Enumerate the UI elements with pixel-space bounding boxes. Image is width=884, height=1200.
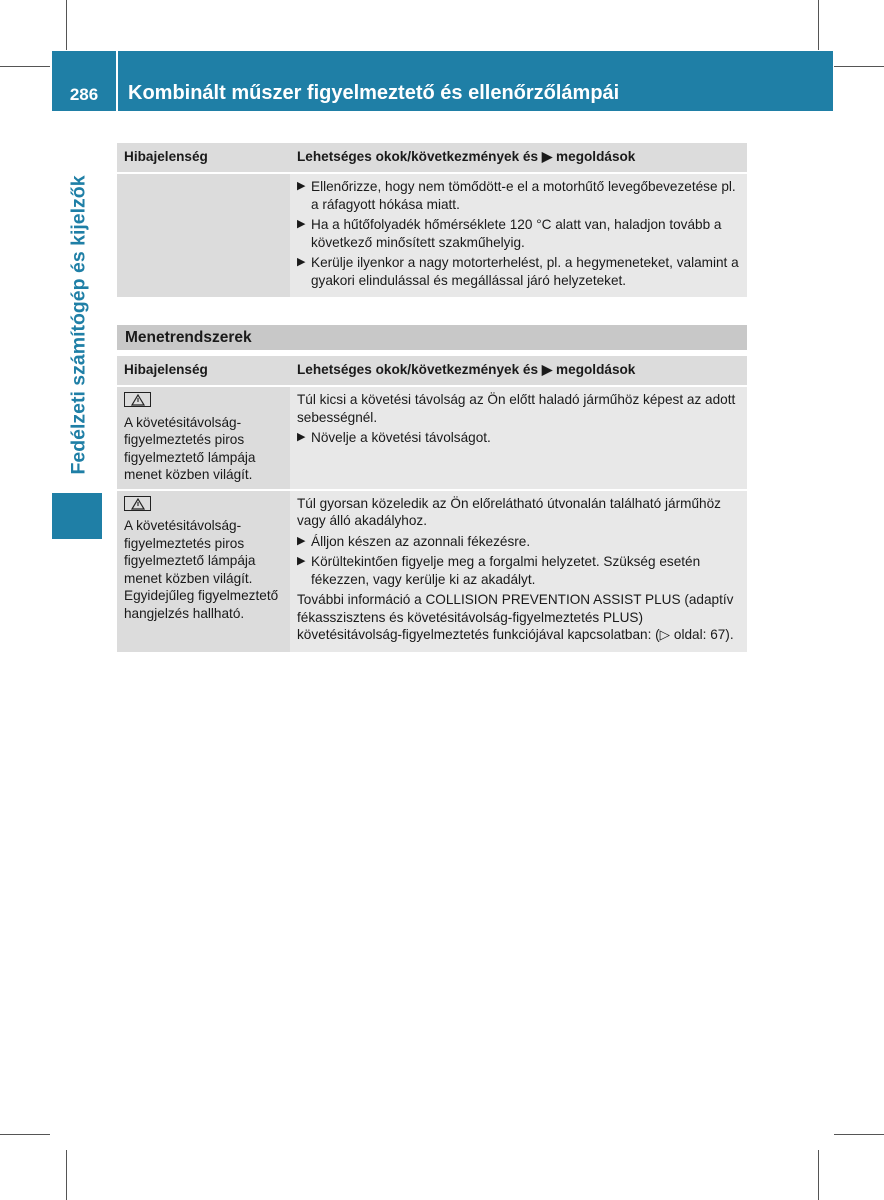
list-item: ▶ Ha a hűtőfolyadék hőmérséklete 120 °C alatt van, haladjon tovább a következő minősített szakműhelyig. [297, 217, 722, 250]
symptom-cell [117, 491, 290, 652]
crop-mark [0, 66, 50, 67]
side-tab-marker [52, 493, 102, 539]
symptom-cell [117, 174, 290, 297]
column-header-symptom: Hibajelenség [117, 143, 290, 173]
column-header-solutions: Lehetséges okok/következmények és ▶ megoldások [290, 356, 747, 386]
crop-mark [818, 0, 819, 50]
page-number: 286 [69, 85, 99, 104]
table-row [117, 387, 747, 490]
side-tab-label: Fedélzeti számítógép és kijelzők [67, 175, 90, 475]
column-header-solutions: Lehetséges okok/következmények és ▶ megoldások [290, 143, 747, 173]
solution-cell [290, 387, 747, 490]
note-text: További információ a COLLISION PREVENTION ASSIST PLUS (adaptív fékasszisztens és követésitávolság-figyelmeztetés PLUS) követésitávolság-figyelmeztetés funkciójával kapcsolatban: (▷ oldal: 67). [297, 592, 734, 642]
symptom-text: A követésitávolság-figyelmeztetés piros figyelmeztető lámpája menet közben világít. [124, 414, 256, 482]
page-title: Kombinált műszer figyelmeztető és ellenőrzőlámpái [128, 82, 620, 104]
cause-text: Túl gyorsan közeledik az Ön előrelátható útvonalán található járműhöz vagy álló akadályhoz. [297, 495, 721, 528]
list-item: ▶ Körültekintően figyelje meg a forgalmi helyzetet. Szükség esetén fékezzen, vagy kerülje ki az akadályt. [297, 554, 701, 587]
table-row [117, 491, 747, 652]
section-title: Menetrendszerek [117, 325, 747, 350]
arrow-bullet-icon: ▶ [297, 256, 306, 268]
list-item: ▶ Ellenőrizze, hogy nem tömődött-e el a motorhűtő levegőbevezetése pl. a ráfagyott hókása miatt. [297, 179, 736, 212]
arrow-bullet-icon: ▶ [297, 431, 306, 443]
list-item: ▶ Álljon készen az azonnali fékezésre. [297, 533, 531, 549]
symptom-text: A követésitávolság-figyelmeztetés piros figyelmeztető lámpája menet közben világít. Egyidejűleg figyelmeztető hangjelzés hallható. [124, 518, 279, 621]
crop-mark [66, 0, 67, 50]
list-item: ▶ Növelje a követési távolságot. [297, 430, 491, 445]
header-divider [116, 51, 118, 111]
arrow-bullet-icon: ▶ [297, 555, 306, 567]
crop-mark [66, 1150, 67, 1200]
crop-mark [834, 66, 884, 67]
arrow-bullet-icon: ▶ [297, 218, 306, 230]
symptom-cell [117, 387, 290, 490]
crop-mark [818, 1150, 819, 1200]
table-row [117, 174, 747, 297]
distance-warning-icon [124, 392, 151, 407]
column-header-symptom: Hibajelenség [117, 356, 290, 386]
crop-mark [834, 1134, 884, 1135]
solution-cell [290, 174, 747, 297]
list-item: ▶ Kerülje ilyenkor a nagy motorterhelést, pl. a hegymeneteket, valamint a gyakori elindulással és megállással járó helyzeteket. [297, 255, 739, 288]
arrow-bullet-icon: ▶ [297, 534, 306, 547]
crop-mark [0, 1134, 50, 1135]
cause-text: Túl kicsi a követési távolság az Ön előtt haladó járműhöz képest az adott sebességnél. [297, 392, 736, 425]
troubleshooting-table-continued [117, 143, 747, 297]
troubleshooting-table [117, 356, 747, 652]
arrow-bullet-icon: ▶ [297, 180, 306, 192]
distance-warning-icon [124, 496, 151, 511]
solution-cell [290, 491, 747, 652]
